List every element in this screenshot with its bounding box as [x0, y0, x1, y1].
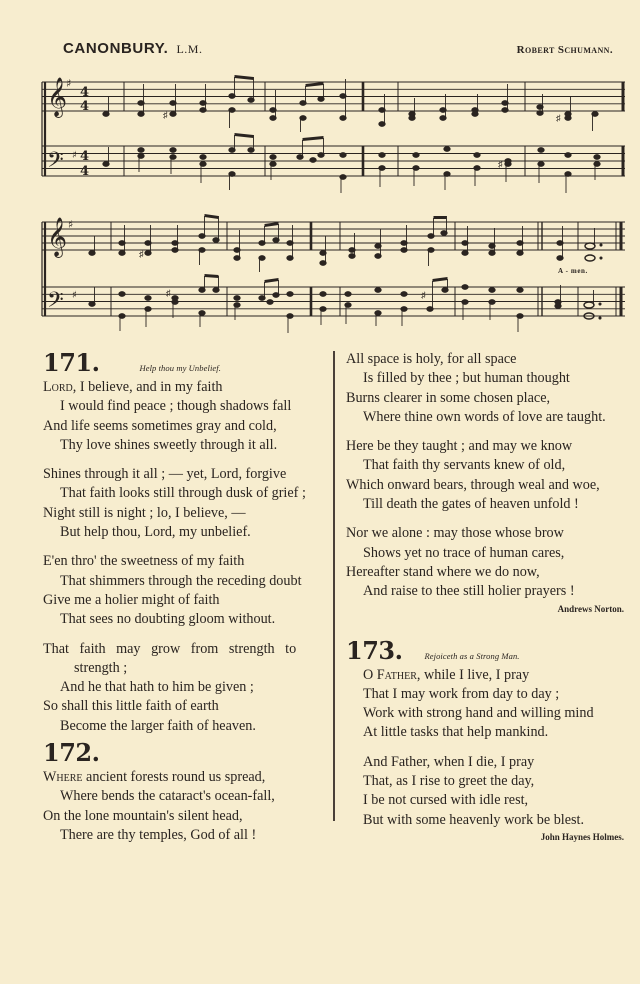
stanza [346, 753, 630, 830]
verse-line: Which onward bears, through weal and woe, [346, 476, 600, 493]
svg-text:♯: ♯ [166, 288, 171, 298]
stanza [346, 666, 630, 743]
verse-line: That faith thy servants knew of old, [363, 457, 566, 474]
stanza [43, 640, 328, 736]
composer-credit: Robert Schumann. [516, 44, 613, 56]
verse-line: That I may work from day to day ; [363, 685, 560, 702]
svg-text:4: 4 [80, 85, 90, 100]
verse-line: Burns clearer in some chosen place, [346, 389, 551, 406]
verse-line: Where ancient forests round us spread, [43, 769, 266, 786]
verse-line: Shines through it all ; — yet, Lord, forgive [43, 466, 287, 483]
verse-line: E'en thro' the sweetness of my faith [43, 553, 245, 570]
verse-line: That faith may grow from strength to [43, 640, 297, 657]
verse-line: Is filled by thee ; but human thought [363, 370, 570, 387]
svg-text:♯: ♯ [66, 77, 72, 90]
verse-line: Lord, I believe, and in my faith [43, 379, 223, 395]
svg-text:𝄞: 𝄞 [47, 217, 68, 257]
verse-line: But help thou, Lord, my unbelief. [60, 524, 251, 541]
verse-line: So shall this little faith of earth [43, 698, 219, 715]
verse-line: At little tasks that help mankind. [363, 724, 549, 741]
system-2 [42, 222, 625, 316]
svg-text:♯: ♯ [139, 249, 144, 259]
hymn-172-continued [346, 350, 630, 616]
music-score [0, 0, 640, 340]
svg-text:♯: ♯ [498, 159, 503, 169]
system-1 [42, 82, 625, 176]
svg-text:𝄢: 𝄢 [47, 288, 64, 318]
treble-clef-icon: 𝄞 [47, 77, 68, 117]
hymn-heading [346, 635, 630, 666]
verse-line: Become the larger faith of heaven. [60, 717, 256, 734]
verse-line: Night still is night ; lo, I believe, — [43, 504, 246, 521]
hymn-heading [43, 740, 328, 768]
stanza [43, 465, 328, 542]
verse-line: Till death the gates of heaven unfold ! [363, 496, 579, 513]
verse-line: Work with strong hand and willing mind [363, 705, 594, 722]
verse-line: I would find peace ; though shadows fall [60, 398, 292, 415]
hymn-number: 171. [43, 348, 100, 377]
verse-line: That faith looks still through dusk of grief ; [60, 485, 306, 502]
svg-text:4: 4 [80, 164, 90, 179]
hymn-172 [43, 740, 328, 845]
verse-line: Where thine own words of love are taught. [363, 408, 606, 425]
verse-line: And life seems sometimes gray and cold, [43, 417, 277, 434]
hymn-number: 172. [43, 738, 100, 768]
verse-line: Here be they taught ; and may we know [346, 438, 573, 455]
stanza [43, 552, 328, 629]
verse-line: But with some heavenly work be blest. [363, 811, 585, 828]
hymn-173 [346, 635, 630, 844]
stanza [346, 350, 630, 427]
left-column [43, 350, 328, 845]
verse-line: All space is holy, for all space [346, 351, 517, 367]
verse-line: Thy love shines sweetly through it all. [60, 436, 278, 453]
tune-name: CANONBURY. [63, 40, 169, 57]
verse-line: That sees no doubting gloom without. [60, 611, 276, 628]
stanza [43, 378, 328, 455]
verse-line: Hereafter stand where we do now, [346, 563, 540, 580]
stanza [346, 524, 630, 601]
verse-line: That shimmers through the receding doubt [60, 572, 302, 589]
hymn-author: Andrews Norton. [557, 603, 624, 614]
hymn-heading [43, 350, 328, 378]
svg-text:♯: ♯ [68, 218, 74, 231]
right-column [346, 350, 630, 844]
hymn-number: 173. [346, 635, 403, 665]
svg-text:♯: ♯ [556, 113, 561, 123]
verse-line: On the lone mountain's silent head, [43, 807, 243, 824]
verse-line: Shows yet no trace of human cares, [363, 544, 565, 561]
stanza [346, 437, 630, 514]
verse-line: strength ; [74, 659, 128, 676]
svg-text:4: 4 [80, 149, 90, 164]
hymn-171 [43, 350, 328, 736]
stanza [43, 768, 328, 845]
column-divider [333, 351, 335, 821]
verse-line: Nor we alone : may those whose brow [346, 525, 564, 542]
tune-meter: L.M. [176, 42, 203, 56]
verse-line: And raise to thee still holier prayers ! [363, 583, 575, 600]
amen-lyric: A - men. [558, 267, 588, 275]
bass-clef-icon: 𝄢 [47, 148, 64, 178]
svg-text:4: 4 [80, 99, 90, 114]
verse-line: There are thy temples, God of all ! [60, 826, 257, 843]
verse-line: And Father, when I die, I pray [363, 753, 535, 770]
verse-line: I be not cursed with idle rest, [363, 792, 529, 809]
svg-text:♯: ♯ [163, 110, 168, 120]
svg-text:♯: ♯ [421, 290, 426, 300]
svg-text:♯: ♯ [72, 150, 77, 161]
hymn-subtitle: Help thou my Unbelief. [139, 363, 221, 373]
hymn-author: John Haynes Holmes. [540, 831, 624, 842]
verse-line: And he that hath to him be given ; [60, 679, 254, 696]
verse-line: O Father, while I live, I pray [363, 666, 530, 683]
verse-line: That, as I rise to greet the day, [363, 773, 535, 790]
svg-text:♯: ♯ [72, 290, 77, 301]
hymn-subtitle: Rejoiceth as a Strong Man. [424, 650, 520, 661]
verse-line: Where bends the cataract's ocean-fall, [60, 788, 275, 805]
verse-line: Give me a holier might of faith [43, 591, 220, 608]
